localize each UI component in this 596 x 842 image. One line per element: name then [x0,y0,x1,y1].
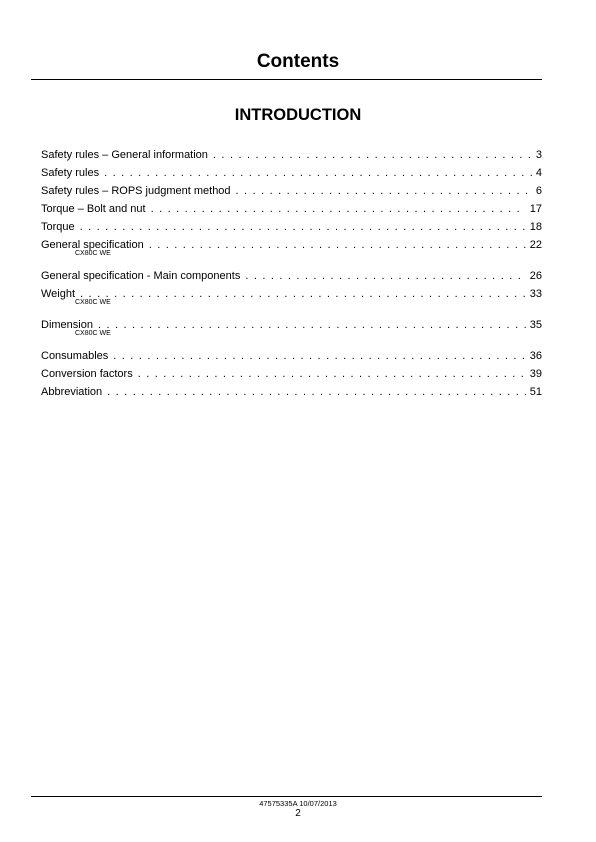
toc-entry-label[interactable]: General specification [41,239,144,251]
toc-page-number[interactable]: 18 [529,221,542,233]
toc-entry-label[interactable]: Safety rules – ROPS judgment method [41,185,231,197]
toc-dot-leader [149,237,526,253]
toc-entry[interactable] [41,384,542,402]
toc-entry[interactable] [41,165,542,183]
toc-entry-label[interactable]: Safety rules [41,167,100,179]
toc-dot-leader [80,286,526,302]
toc-entry[interactable] [41,317,542,348]
toc-entry-model: CX80C WE [75,250,111,257]
footer-divider [31,796,542,797]
toc-page-number[interactable]: 17 [529,203,542,215]
toc-page-number[interactable]: 33 [529,288,542,300]
toc-entry-label[interactable]: Safety rules – General information [41,149,208,161]
toc-entry-label[interactable]: Torque [41,221,75,233]
toc-dot-leader [98,317,526,333]
header-divider [31,79,542,80]
toc-page-number[interactable]: 51 [529,386,542,398]
toc-page-number[interactable]: 36 [529,350,542,362]
footer-doc-code: 47575335A 10/07/2013 [259,799,337,808]
toc-dot-leader [236,183,532,199]
toc-page-number[interactable]: 35 [529,319,542,331]
toc-page-number[interactable]: 6 [535,185,542,197]
toc-dot-leader [151,201,526,217]
toc-page-number[interactable]: 39 [529,368,542,380]
toc-entry-label[interactable]: Consumables [41,350,109,362]
toc-entry[interactable] [41,366,542,384]
toc-page-number[interactable]: 26 [529,270,542,282]
toc-entry[interactable] [41,286,542,317]
toc-dot-leader [213,147,532,163]
toc-dot-leader [107,384,526,400]
toc-entry[interactable] [41,147,542,165]
toc-entry[interactable] [41,237,542,268]
toc-entry-label[interactable]: Dimension [41,319,93,331]
toc-page-number[interactable]: 3 [535,149,542,161]
toc-dot-leader [113,348,525,364]
toc-entry-model: CX80C WE [75,330,111,337]
toc-dot-leader [80,219,526,235]
toc-page-number[interactable]: 4 [535,167,542,179]
toc-dot-leader [138,366,526,382]
toc-dot-leader [245,268,525,284]
toc-entry[interactable] [41,201,542,219]
toc-entry[interactable] [41,219,542,237]
toc-dot-leader [104,165,532,181]
toc-entry[interactable] [41,268,542,286]
toc-page-number[interactable]: 22 [529,239,542,251]
page-title: Contents [256,51,340,72]
footer-page-number: 2 [295,808,301,819]
section-title: INTRODUCTION [234,106,362,124]
toc-entry-label[interactable]: General specification - Main components [41,270,241,282]
toc-entry[interactable] [41,348,542,366]
toc-entry-label[interactable]: Abbreviation [41,386,103,398]
table-of-contents [41,147,542,402]
toc-entry-label[interactable]: Weight [41,288,76,300]
toc-entry-label[interactable]: Torque – Bolt and nut [41,203,146,215]
toc-entry-model: CX80C WE [75,299,111,306]
toc-entry[interactable] [41,183,542,201]
toc-entry-label[interactable]: Conversion factors [41,368,133,380]
